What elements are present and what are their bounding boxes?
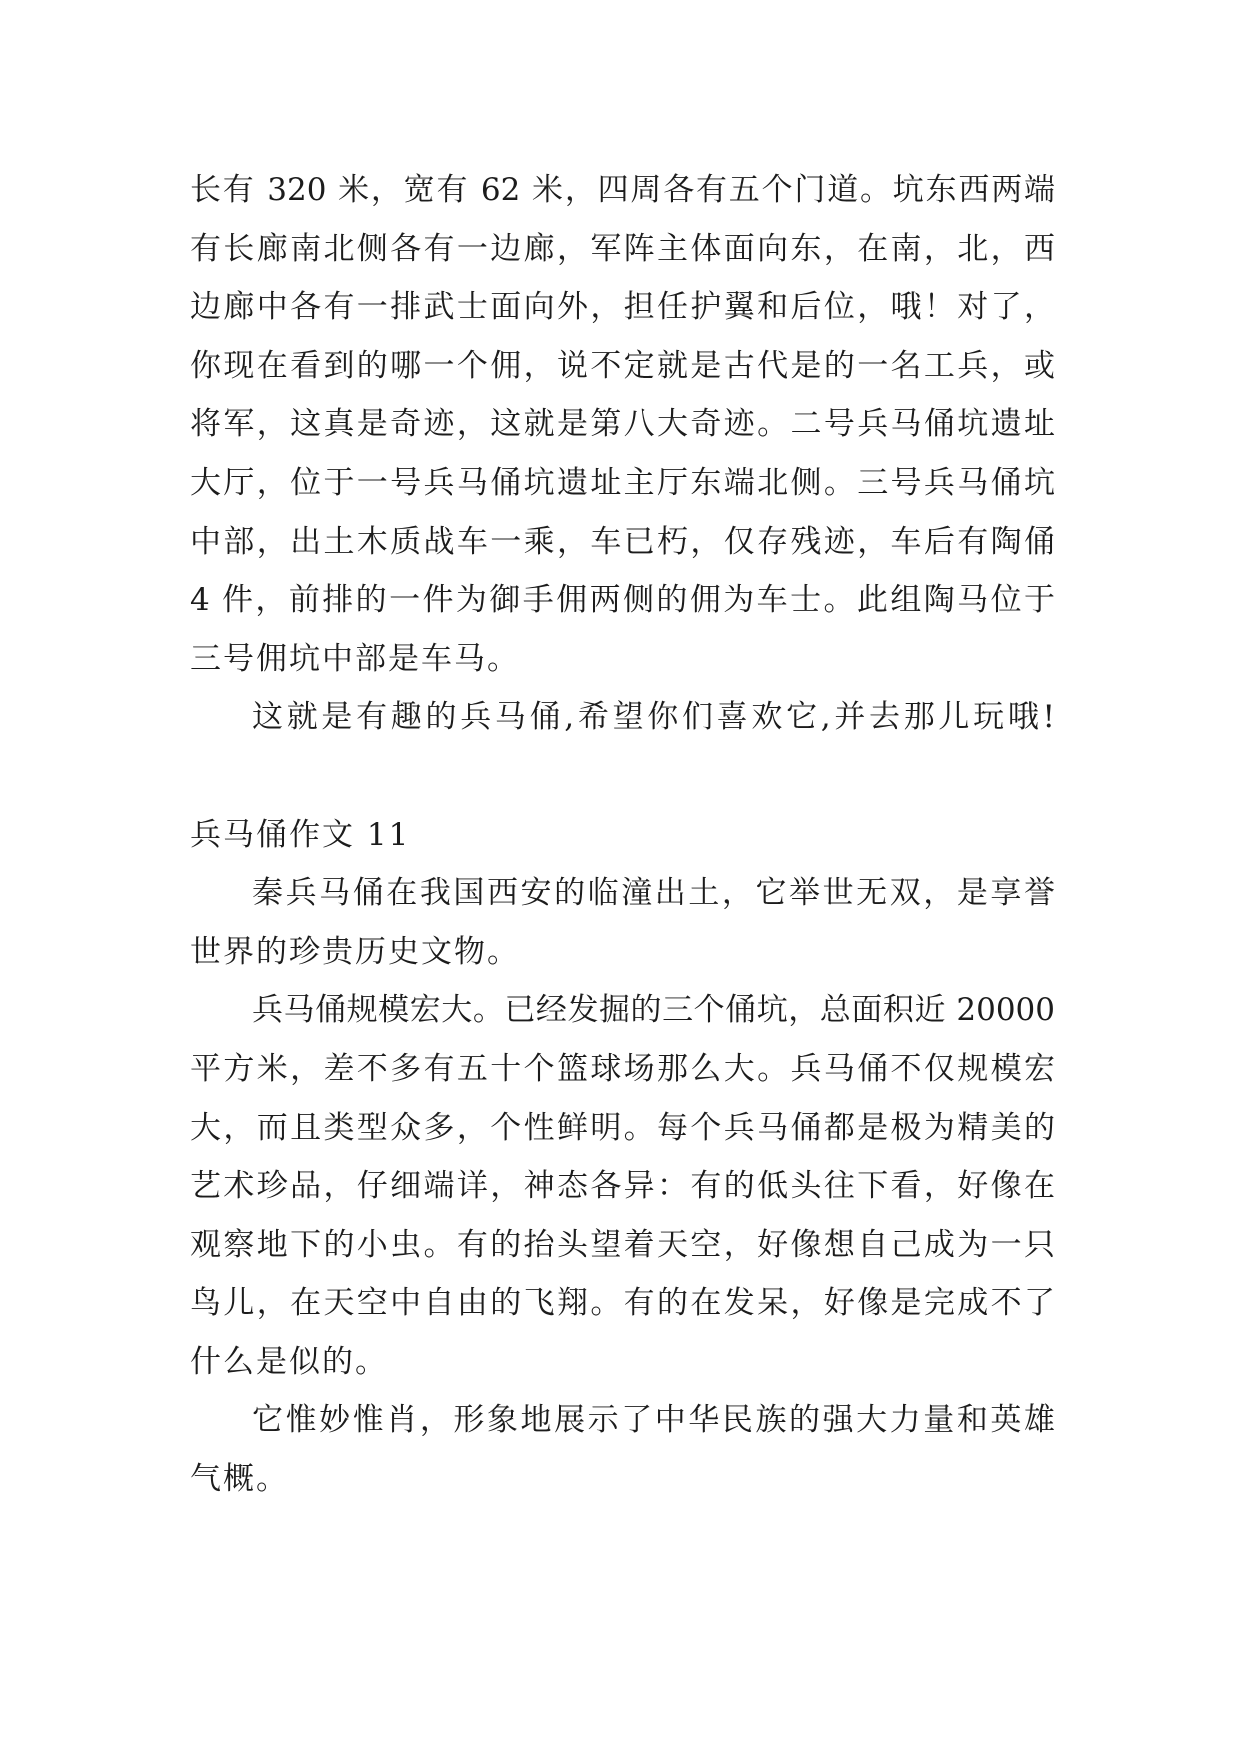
text-line: 这就是有趣的兵马俑,希望你们喜欢它,并去那儿玩哦! — [252, 699, 1055, 736]
text-line: 边廊中各有一排武士面向外，担任护翼和后位，哦！对了， — [190, 289, 1055, 326]
paragraph — [190, 864, 1055, 981]
text-line: 平方米，差不多有五十个篮球场那么大。兵马俑不仅规模宏 — [190, 1050, 1055, 1087]
text-line: 兵马俑规模宏大。已经发掘的三个俑坑，总面积近 20000 — [252, 992, 1055, 1029]
text-line: 三号佣坑中部是车马。 — [190, 640, 520, 677]
text-line: 什么是似的。 — [190, 1343, 388, 1380]
blank-line — [190, 747, 1055, 806]
text-line: 观察地下的小虫。有的抬头望着天空，好像想自己成为一只 — [190, 1226, 1055, 1263]
text-line: 世界的珍贵历史文物。 — [190, 933, 520, 970]
text-line: 秦兵马俑在我国西安的临潼出土，它举世无双，是享誉 — [252, 875, 1055, 912]
document-body — [190, 161, 1055, 1509]
text-line: 中部，出土木质战车一乘，车已朽，仅存残迹，车后有陶俑 — [190, 523, 1055, 560]
text-line: 4 件，前排的一件为御手佣两侧的佣为车士。此组陶马位于 — [190, 582, 1055, 619]
paragraph — [190, 981, 1055, 1391]
paragraph — [190, 688, 1055, 747]
text-line: 鸟儿，在天空中自由的飞翔。有的在发呆，好像是完成不了 — [190, 1285, 1055, 1322]
text-line: 将军，这真是奇迹，这就是第八大奇迹。二号兵马俑坑遗址 — [190, 406, 1055, 443]
text-line: 艺术珍品，仔细端详，神态各异：有的低头往下看，好像在 — [190, 1168, 1055, 1205]
essay-heading: 兵马俑作文 11 — [190, 816, 411, 853]
text-line: 它惟妙惟肖，形象地展示了中华民族的强大力量和英雄 — [252, 1402, 1055, 1439]
paragraph — [190, 1391, 1055, 1508]
text-line: 大厅，位于一号兵马俑坑遗址主厅东端北侧。三号兵马俑坑 — [190, 464, 1055, 501]
text-line: 大，而且类型众多，个性鲜明。每个兵马俑都是极为精美的 — [190, 1109, 1055, 1146]
text-line: 长有 320 米，宽有 62 米，四周各有五个门道。坑东西两端 — [190, 172, 1055, 208]
text-line: 你现在看到的哪一个佣，说不定就是古代是的一名工兵，或 — [190, 347, 1055, 384]
text-line: 气概。 — [190, 1461, 289, 1498]
paragraph — [190, 161, 1055, 688]
text-line: 有长廊南北侧各有一边廊，军阵主体面向东，在南，北，西 — [190, 230, 1055, 267]
